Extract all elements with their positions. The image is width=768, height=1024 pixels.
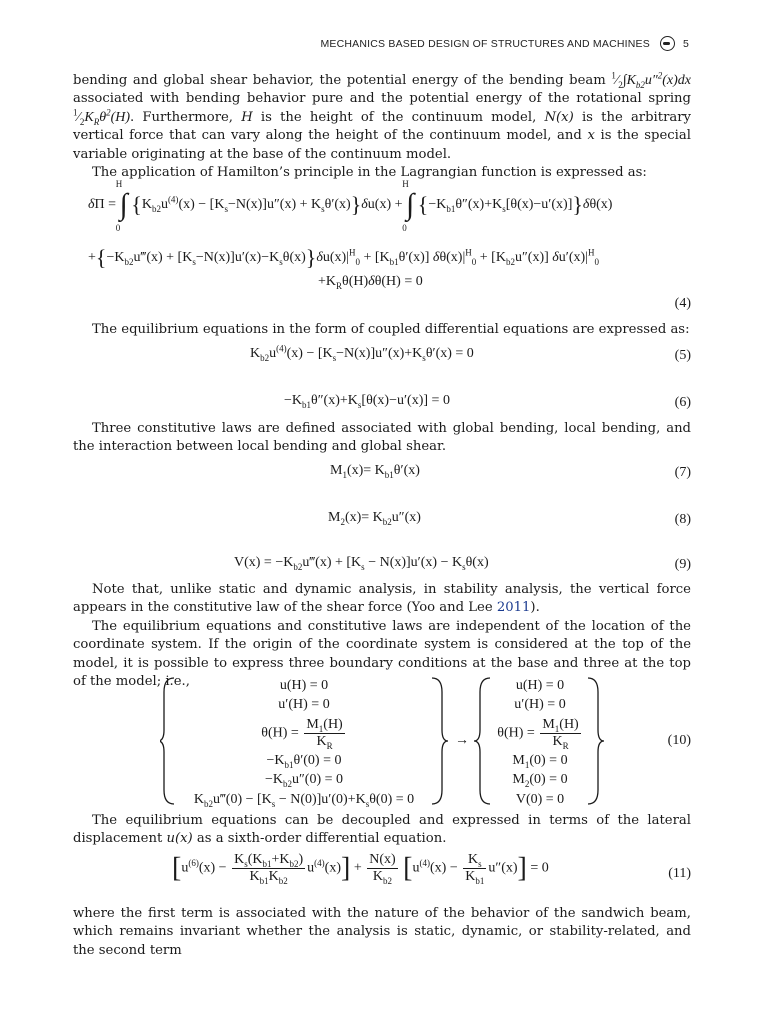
- p1-text-a: bending and global shear behavior, the potential energy of the bending beam: [73, 73, 606, 88]
- equation-6: $-K_{b1}\theta''(x)+K_s[\theta(x)-u'(x)] = 0$: [284, 393, 450, 410]
- p1-text-e: is the arbitrary vertical force that can vary along the height of the continuum model, and: [73, 109, 691, 144]
- paragraph-hamilton: The application of Hamilton’s principle in the Lagrangian function is expressed as:: [92, 165, 647, 180]
- journal-title: MECHANICS BASED DESIGN OF STRUCTURES AND MACHINES: [320, 37, 650, 50]
- bc-right-3: θ(H) = $\frac{M_1(H)}{K_R}$: [497, 716, 579, 751]
- math-x: x: [587, 128, 595, 144]
- equation-10: [160, 676, 620, 809]
- equation-5: $K_{b2}u^{(4)}(x) - [K_s-N(x)]u''(x)+K_s\theta'(x) = 0$: [250, 343, 474, 363]
- bc-left-3: θ(H) = $\frac{M_1(H)}{K_R}$: [261, 716, 343, 751]
- arrow-icon: →: [455, 733, 469, 748]
- equation-number-9: (9): [674, 557, 691, 572]
- equation-9: $V(x) = -K_{b2}u‴(x) + [K_s - N(x)]u'(x) - K_s\theta(x)$: [234, 555, 489, 572]
- p7-text-b: as a sixth-order differential equation.: [196, 831, 447, 847]
- bc-right-6: V(0) = 0: [515, 791, 565, 807]
- math-ux: u(x): [166, 831, 193, 847]
- p5-text-end: ).: [530, 600, 540, 616]
- p7-text-a: The equilibrium equations can be decoupled and expressed in terms of the lateral displacement: [73, 813, 691, 847]
- citation-link[interactable]: 2011: [496, 600, 531, 616]
- equation-number-6: (6): [674, 395, 691, 410]
- bc-right-2: u′(H) = 0: [514, 697, 566, 713]
- equation-number-11: (11): [668, 866, 691, 881]
- math-spring-energy: $^1⁄_2K_R\theta^2(H)$: [73, 107, 131, 127]
- p1-text-d: is the height of the continuum model,: [260, 109, 537, 125]
- equation-number-4: (4): [674, 296, 691, 311]
- bc-right-1: u(H) = 0: [515, 678, 565, 693]
- journal-logo-icon: [660, 36, 675, 51]
- equation-number-5: (5): [674, 348, 691, 363]
- equation-number-7: (7): [674, 465, 691, 480]
- math-beam-energy: $^1⁄_2\int K_{b2}u''^2(x)dx$: [611, 70, 692, 90]
- paragraph-constitutive: Three constitutive laws are defined associated with global bending, local bending, and the interaction between local bending and global shear.: [73, 421, 691, 455]
- equation-number-8: (8): [674, 512, 691, 527]
- bc-left-4: $-K_{b1}\theta'(0) = 0$: [266, 752, 342, 770]
- equation-7: $M_1(x)= K_{b1}\theta'(x)$: [330, 463, 420, 480]
- bc-left-1: u(H) = 0: [279, 678, 329, 693]
- bc-right-4: $M_1(0) = 0$: [512, 752, 568, 770]
- bc-left-5: $-K_{b2}u''(0) = 0$: [264, 772, 344, 789]
- running-header: [320, 36, 689, 51]
- equation-8: $M_2(x)= K_{b2}u''(x)$: [328, 510, 421, 527]
- paragraph-equilibrium: The equilibrium equations in the form of coupled differential equations are expressed as:: [92, 322, 690, 337]
- boundary-conditions-base: [176, 678, 432, 811]
- paragraph-energy: [73, 72, 691, 164]
- equation-4-line1: δΠ = ∫ H 0 $\{K_{b2}u^{(4)}(x) - [K_s-N(x)]u''(x) + K_s\theta'(x)\}\delta u(x)$ + ∫ H 0 $\{-K_{b1}\theta''(x)+K_s[\theta(x)-u'(x)]\}\delta\theta(x)$: [88, 179, 613, 234]
- p1-text-b: associated with bending behavior pure and the potential energy of the rotational spring: [73, 91, 691, 107]
- page-number: 5: [682, 37, 689, 50]
- paragraph-note: [73, 581, 691, 618]
- paragraph-decoupled: [73, 812, 691, 849]
- bc-left-6: $K_{b2}u‴(0) - [K_s - N(0)]u'(0)+K_s\theta(0) = 0$: [193, 791, 415, 809]
- p1-text-f: is the special variable originating at the base of the continuum model.: [73, 128, 691, 162]
- equation-4-line2: $+\{-K_{b2}u‴(x) + [K_s-N(x)]u'(x)-K_s\theta(x)\}\delta u(x)|^H_0 + [K_{b1}\theta'(x)] \delta\theta(x)|^H_0 + [K_{b2}u''(x)]$ $\delta u'(x)|^H_0$: [88, 245, 599, 270]
- p1-text-c: . Furthermore,: [130, 109, 233, 125]
- boundary-conditions-top: [490, 678, 590, 811]
- paragraph-boundary: The equilibrium equations and constitutive laws are independent of the location of the coordinate system. If the origin of the coordinate system is considered at the top of the model, it is possible to express three boundary conditions at the base and three at the top of the model; i.e.,: [73, 619, 691, 690]
- math-H: H: [241, 109, 253, 125]
- bc-right-5: $M_2(0) = 0$: [512, 772, 568, 789]
- bc-left-2: u′(H) = 0: [278, 697, 330, 713]
- equation-number-10: (10): [667, 733, 691, 748]
- equation-4-line3: $+K_R\theta(H)\delta\theta(H) = 0$: [318, 274, 423, 291]
- p5-text: Note that, unlike static and dynamic analysis, in stability analysis, the vertical force appears in the constitutive law of the shear force (Yoo and Lee: [73, 582, 691, 616]
- equation-11: [$u^{(6)}(x)$ − $\frac{K_s(K_{b1}+K_{b2})}{K_{b1}K_{b2}}$ $u^{(4)}(x)$] + $\frac{N(x)}{K_{b2}}$ [$u^{(4)}(x)$ − $\frac{K_s}{K_{b1}}$ u″(x)] = 0: [172, 852, 549, 886]
- paragraph-first-term: where the first term is associated with the nature of the behavior of the sandwich beam, which remains invariant whether the analysis is static, dynamic, or stability-related, and the second term: [73, 906, 691, 958]
- math-Nx: N(x): [544, 109, 574, 125]
